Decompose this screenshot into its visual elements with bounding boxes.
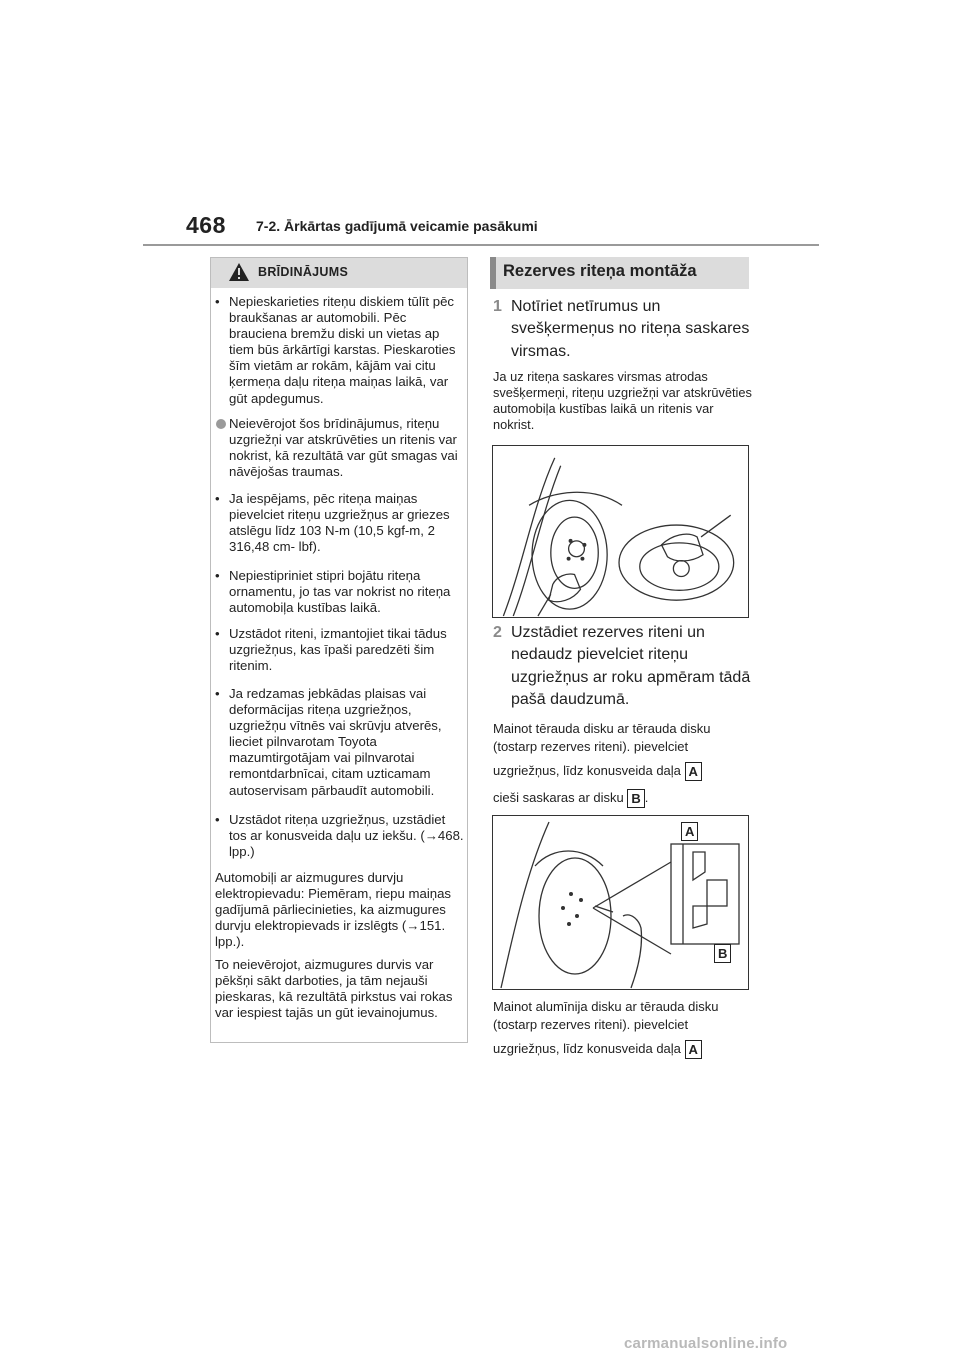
text-line: Mainot tērauda disku ar tērauda disku (493, 721, 711, 736)
step-number: 2 (493, 624, 502, 641)
section-title: 7-2. Ārkārtas gadījumā veicamie pasākumi (256, 218, 538, 234)
figure-clean-wheel-surface (492, 445, 749, 618)
callout-a: A (681, 822, 698, 841)
text-line: (tostarp rezerves riteni). pievelciet (493, 1017, 689, 1032)
warning-paragraph: Automobiļi ar aizmugures durvju elektropievadu: Piemēram, riepu maiņas gadījumā pārliecinieties, ka aizmugures durvju elektropievads ir izslēgts (→151. lpp.). (215, 870, 452, 950)
step-number: 1 (493, 298, 502, 315)
warning-item-text: Uzstādot riteņa uzgriežņus, uzstādiet tos ar konusveida daļu uz iekšu. (→468. lpp.) (229, 812, 464, 860)
warning-triangle-icon (228, 262, 250, 282)
warning-item: • Nepieskarieties riteņu diskiem tūlīt pēc braukšanas ar automobili. Pēc brauciena bremžu diski un vietas ap tiem būs ārkārtīgi karstas. Pieskaroties šīm vietām ar rokām, kājām vai citu ķermeņa daļu riteņa maiņas laikā, var gūt apdegumus. (215, 294, 465, 407)
warning-item: • Uzstādot riteņa uzgriežņus, uzstādiet tos ar konusveida daļu uz iekšu. (→468. lpp.) (215, 812, 464, 860)
figure-nut-seating (492, 815, 749, 990)
step-2 (493, 622, 753, 711)
warning-item: • Ja iespējams, pēc riteņa maiņas pievelciet riteņu uzgriežņus ar griezes atslēgu līdz 103 N-m (10,5 kgf-m, 2 316,48 cm- lbf). (215, 491, 465, 555)
panel-accent-bar (490, 257, 496, 289)
step-1 (493, 296, 753, 363)
step-text: Notīriet netīrumus un svešķermeņus no riteņa saskares virsmas. (511, 298, 750, 360)
warning-title: BRĪDINĀJUMS (258, 265, 349, 279)
text-segment: cieši saskaras ar disku (493, 790, 624, 806)
text-line: Mainot alumīnija disku ar tērauda disku (493, 999, 719, 1014)
page-number: 468 (186, 212, 226, 238)
text-segment: uzgriežņus, līdz konusveida daļa (493, 1041, 681, 1056)
warning-item-text: Neievērojot šos brīdinājumus, riteņu uzgriežņi var atskrūvēties un ritenis var nokrist, kā rezultātā var gūt smagas vai nāvējošas traumas. (229, 416, 458, 480)
label-a-box: A (685, 1040, 702, 1059)
step-1-note: Ja uz riteņa saskares virsmas atrodas svešķermeņi, riteņu uzgriežņi var atskrūvēties automobiļa kustības laikā un ritenis var nokrist. (493, 369, 752, 432)
warning-item-text: Nepiestipriniet stipri bojātu riteņa ornamentu, jo tas var nokrist no riteņa automobiļa kustības laikā. (229, 568, 451, 616)
label-b-box: B (627, 789, 644, 808)
warning-item-text: Uzstādot riteni, izmantojiet tikai tādus uzgriežņus, kas īpaši paredzēti šim ritenim. (229, 626, 447, 674)
header-divider (143, 244, 819, 246)
text-line (493, 762, 755, 781)
label-a-box: A (685, 762, 702, 781)
watermark: carmanualsonline.info (624, 1335, 788, 1352)
sentence-end: . (644, 790, 649, 806)
aluminum-wheel-instruction (493, 998, 755, 1059)
text-segment: uzgriežņus, līdz konusveida daļa (493, 763, 681, 778)
warning-item-text: Nepieskarieties riteņu diskiem tūlīt pēc braukšanas ar automobili. Pēc brauciena bremžu diski un vietas ap tiem būs ārkārtīgi karstas. Pieskaroties šīm vietām ar rokām, kājām vai citu ķermeņa daļu riteņa maiņas laikā, var gūt apdegumus. (229, 294, 456, 406)
text-line (493, 1040, 755, 1059)
steel-wheel-instruction (493, 720, 755, 808)
callout-b: B (714, 944, 731, 963)
bullet-dot-icon (216, 419, 226, 429)
text-line: (tostarp rezerves riteni). pievelciet (493, 739, 689, 754)
text-line (493, 789, 755, 808)
warning-item: • Nepiestipriniet stipri bojātu riteņa ornamentu, jo tas var nokrist no riteņa automobiļa kustības laikā. (215, 568, 465, 616)
nut-seating-drawing (493, 816, 748, 989)
panel-title: Rezerves riteņa montāža (503, 262, 697, 280)
warning-item: • Uzstādot riteni, izmantojiet tikai tādus uzgriežņus, kas īpaši paredzēti šim ritenim. (215, 626, 465, 674)
step-text: Uzstādiet rezerves riteni un nedaudz pievelciet riteņu uzgriežņus ar roku apmēram tādā pašā daudzumā. (511, 624, 751, 708)
warning-paragraph: To neievērojot, aizmugures durvis var pēkšņi sākt darboties, ja tām nejauši pieskaras, kā rezultātā pirkstus vai rokas var iespiest tajās un gūt ievainojumus. (215, 957, 453, 1021)
warning-item-text: Ja iespējams, pēc riteņa maiņas pievelciet riteņu uzgriežņus ar griezes atslēgu līdz 103 N-m (10,5 kgf-m, 2 316,48 cm- lbf). (229, 491, 450, 555)
warning-item (215, 416, 465, 480)
warning-item-text: Ja redzamas jebkādas plaisas vai deformācijas riteņa uzgriežņos, uzgriežņu vītnēs vai skrūvju atverēs, lieciet pilnvarotam Toyota mazumtirgotājam vai pilnvarotai remontdarbnīcai, citam uzticamam autoservisam pārbaudīt automobili. (229, 686, 442, 798)
warning-item: • Ja redzamas jebkādas plaisas vai deformācijas riteņa uzgriežņos, uzgriežņu vītnēs vai skrūvju atverēs, lieciet pilnvarotam Toyota mazumtirgotājam vai pilnvarotai remontdarbnīcai, citam uzticamam autoservisam pārbaudīt automobili. (215, 686, 465, 799)
